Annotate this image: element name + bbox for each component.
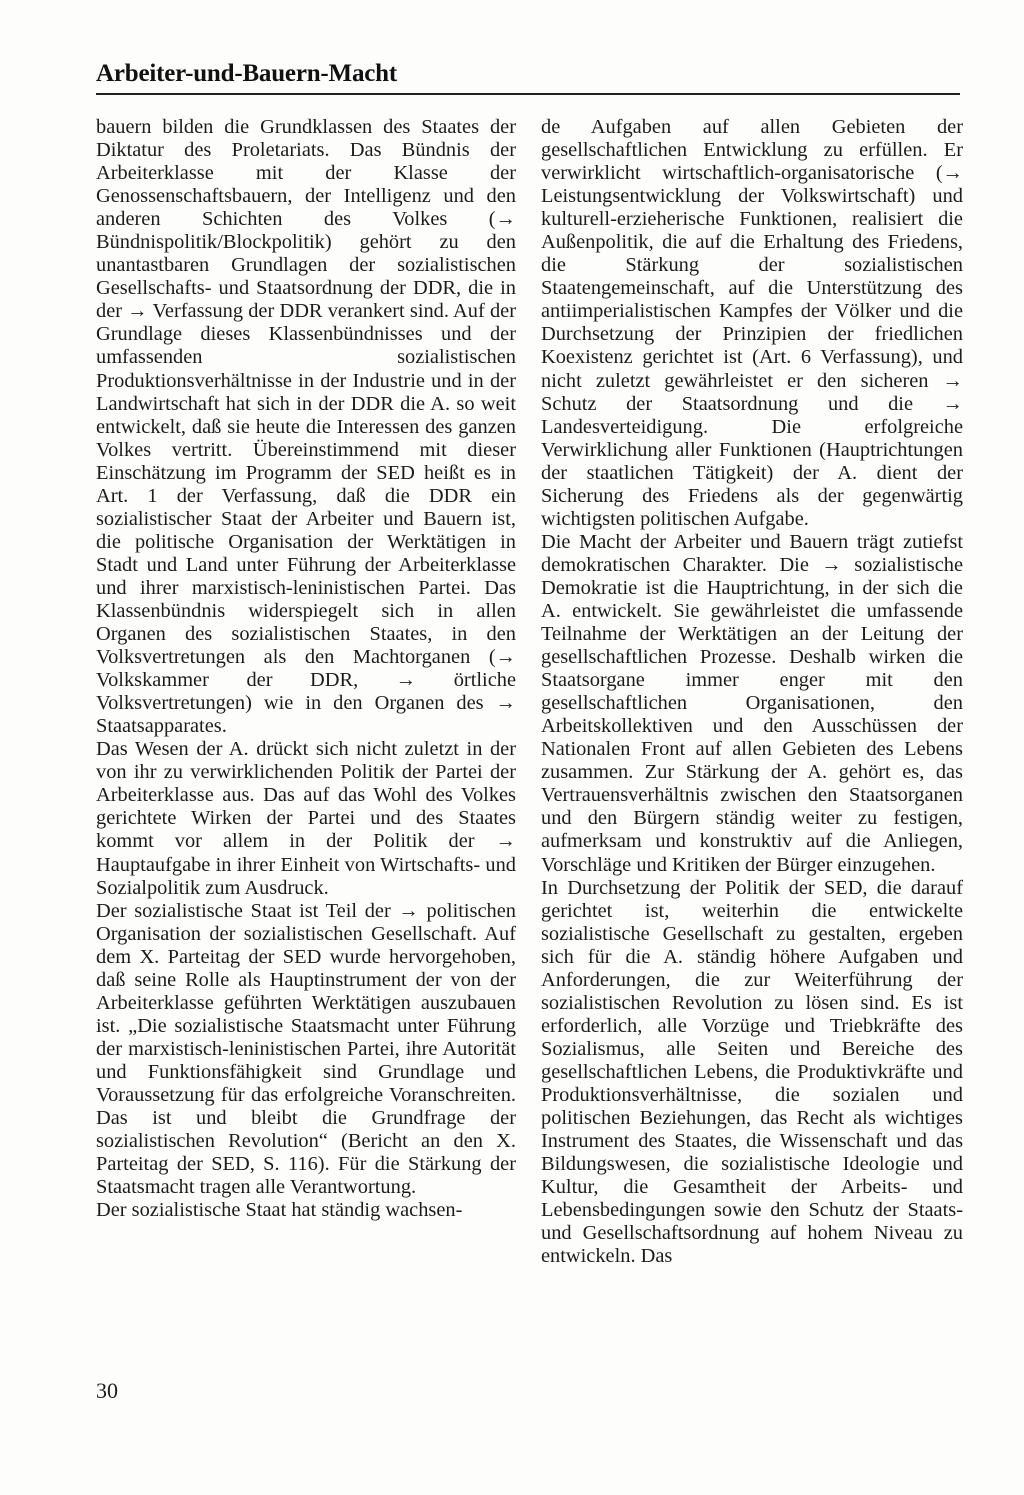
paragraph: Der sozialistische Staat ist Teil der → politischen Organisation der sozialistischen Gesellschaft. Auf dem X. Parteitag der SED wurde hervorgehoben, daß seine Rolle als Hauptinstrument der von der Arbeiterklasse geführten Werktätigen auszubauen ist. „Die sozialistische Staatsmacht unter Führung der marxistisch-leninistischen Partei, ihre Autorität und Funktionsfähigkeit sind Grundlage und Voraussetzung für das erfolgreiche Voranschreiten. Das ist und bleibt die Grundfrage der sozialistischen Revolution“ (Bericht an den X. Parteitag der SED, S. 116). Für die Stärkung der Staatsmacht tragen alle Verantwortung. xyxy=(96,899,516,1199)
header-rule xyxy=(96,93,960,95)
paragraph: Das Wesen der A. drückt sich nicht zuletzt in der von ihr zu verwirklichenden Politik der Partei der Arbeiterklasse aus. Das auf das Wohl des Volkes gerichtete Wirken der Partei und des Staates kommt vor allem in der Politik der → Hauptaufgabe in ihrer Einheit von Wirtschafts- und Sozialpolitik zum Ausdruck. xyxy=(96,738,516,899)
paragraph: In Durchsetzung der Politik der SED, die darauf gerichtet ist, weiterhin die entwickelte sozialistische Gesellschaft zu gestalten, ergeben sich für die A. ständig höhere Aufgaben und Anforderungen, die zur Weiterführung der sozialistischen Revolution zu lösen sind. Es ist erforderlich, alle Vorzüge und Triebkräfte des Sozialismus, alle Seiten und Bereiche des gesellschaftlichen Lebens, die Produktivkräfte und Produktionsverhältnisse, die sozialen und politischen Beziehungen, das Recht als wichtiges Instrument des Staates, die Wissenschaft und das Bildungswesen, die sozialistische Ideologie und Kultur, die Gesamtheit der Arbeits- und Lebensbedingungen sowie den Schutz der Staats- und Gesellschaftsordnung auf hohem Niveau zu entwickeln. Das xyxy=(541,876,963,1268)
paragraph: bauern bilden die Grundklassen des Staates der Diktatur des Proletariats. Das Bündnis der Arbeiterklasse mit der Klasse der Genossenschaftsbauern, der Intelligenz und den anderen Schichten des Volkes (→ Bündnispolitik/Blockpolitik) gehört zu den unantastbaren Grundlagen der sozialistischen Gesellschafts- und Staatsordnung der DDR, die in der → Verfassung der DDR verankert sind. Auf der Grundlage dieses Klassenbündnisses und der umfassenden sozialistischen Produktionsverhältnisse in der Industrie und in der Landwirtschaft hat sich in der DDR die A. so weit entwickelt, daß sie heute die Interessen des ganzen Volkes vertritt. Übereinstimmend mit dieser Einschätzung im Programm der SED heißt es in Art. 1 der Verfassung, daß die DDR ein sozialistischer Staat der Arbeiter und Bauern ist, die politische Organisation der Werktätigen in Stadt und Land unter Führung der Arbeiterklasse und ihrer marxistisch-leninistischen Partei. Das Klassenbündnis widerspiegelt sich in allen Organen des sozialistischen Staates, in den Volksvertretungen als den Machtorganen (→ Volkskammer der DDR, → örtliche Volksvertretungen) wie in den Organen des → Staatsapparates. xyxy=(96,116,516,738)
right-column xyxy=(541,116,963,1268)
paragraph: Die Macht der Arbeiter und Bauern trägt zutiefst demokratischen Charakter. Die → sozialistische Demokratie ist die Hauptrichtung, in der sich die A. entwickelt. Sie gewährleistet die umfassende Teilnahme der Werktätigen an der Leitung der gesellschaftlichen Prozesse. Deshalb wirken die Staatsorgane immer enger mit den gesellschaftlichen Organisationen, den Arbeitskollektiven und den Ausschüssen der Nationalen Front auf allen Gebieten des Lebens zusammen. Zur Stärkung der A. gehört es, das Vertrauensverhältnis zwischen den Staatsorganen und den Bürgern ständig weiter zu festigen, aufmerksam und konstruktiv auf die Anliegen, Vorschläge und Kritiken der Bürger einzugehen. xyxy=(541,530,963,876)
paragraph: Der sozialistische Staat hat ständig wachsen- xyxy=(96,1199,463,1222)
page-number: 30 xyxy=(96,1378,118,1403)
left-column xyxy=(96,116,516,1222)
running-head: Arbeiter-und-Bauern-Macht xyxy=(96,60,397,87)
paragraph: de Aufgaben auf allen Gebieten der gesellschaftlichen Entwicklung zu erfüllen. Er verwirklicht wirtschaftlich-organisatorische (→ Leistungsentwicklung der Volkswirtschaft) und kulturell-erzieherische Funktionen, realisiert die Außenpolitik, die auf die Erhaltung des Friedens, die Stärkung der sozialistischen Staatengemeinschaft, auf die Unterstützung des antiimperialistischen Kampfes der Völker und die Durchsetzung der Prinzipien der friedlichen Koexistenz gerichtet ist (Art. 6 Verfassung), und nicht zuletzt gewährleistet er den sicheren → Schutz der Staatsordnung und die → Landesverteidigung. Die erfolgreiche Verwirklichung aller Funktionen (Hauptrichtungen der staatlichen Tätigkeit) der A. dient der Sicherung des Friedens als der gegenwärtig wichtigsten politischen Aufgabe. xyxy=(541,116,963,530)
